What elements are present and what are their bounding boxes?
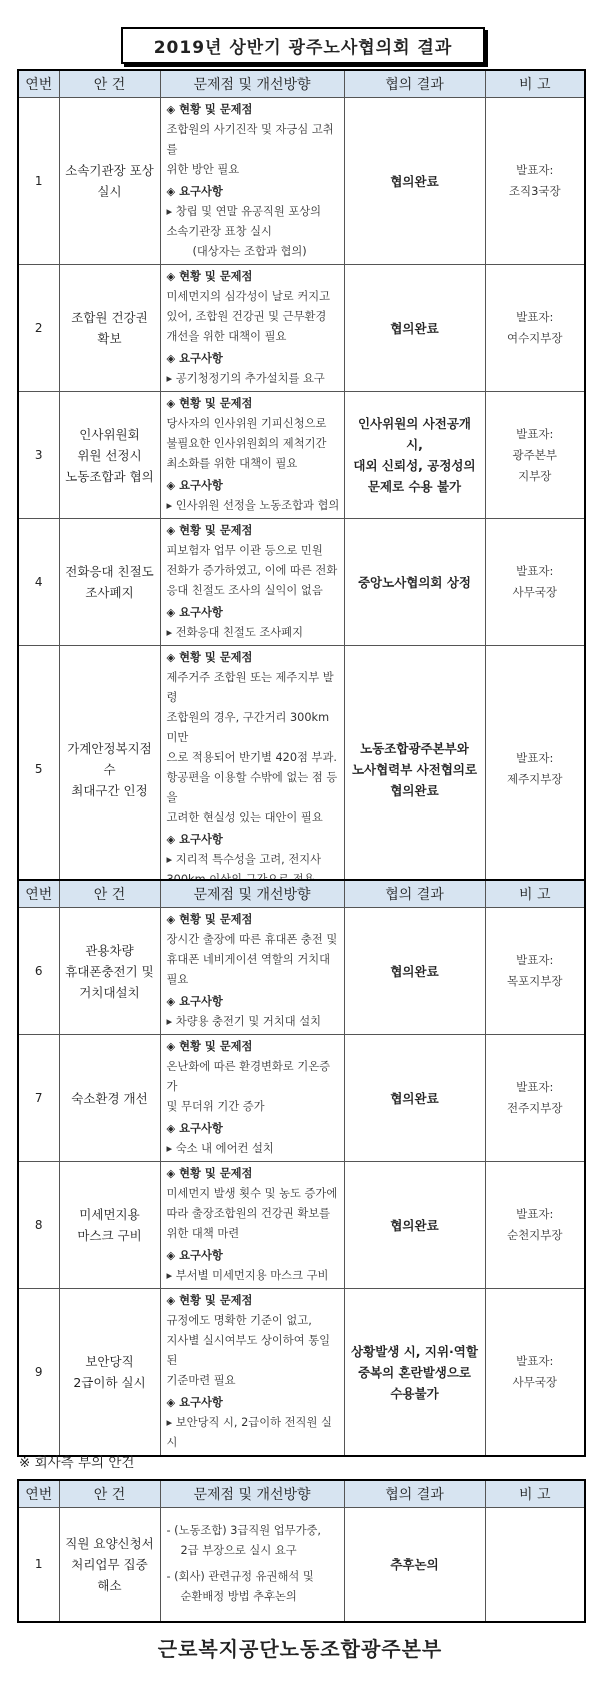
company-table xyxy=(17,1479,586,1623)
company-section-label: ※ 회사측 부의 안건 xyxy=(19,1455,135,1471)
row-number: 1 xyxy=(18,1508,59,1622)
row-note: 발표자: 사무국장 xyxy=(485,1289,585,1457)
row-item: 가계안정복지점수 최대구간 인정 xyxy=(59,646,160,894)
row-note: 발표자: 순천지부장 xyxy=(485,1162,585,1289)
header-issue: 문제점 및 개선방향 xyxy=(160,1480,344,1508)
row-note: 발표자: 여수지부장 xyxy=(485,265,585,392)
company-rows xyxy=(18,1508,585,1622)
row-item: 전화응대 친절도 조사폐지 xyxy=(59,519,160,646)
row-number: 4 xyxy=(18,519,59,646)
row-issue: ◈ 현황 및 문제점 미세먼지 발생 횟수 및 농도 증가에 따라 출장조합원의 건강권 확보를 위한 대책 마련 ◈ 요구사항 ▸ 부서별 미세먼지용 마스크 구비 xyxy=(160,1162,344,1289)
row-number: 6 xyxy=(18,908,59,1035)
document-title: 2019년 상반기 광주노사협의회 결과 xyxy=(121,27,485,64)
header-no: 연번 xyxy=(18,70,59,98)
row-note: 발표자: 광주본부 지부장 xyxy=(485,392,585,519)
row-result: 인사위원의 사전공개 시, 대외 신뢰성, 공정성의 문제로 수용 불가 xyxy=(344,392,485,519)
table-header xyxy=(18,1480,585,1508)
row-item: 직원 요양신청서 처리업무 집중 해소 xyxy=(59,1508,160,1622)
row-number: 5 xyxy=(18,646,59,894)
row-number: 1 xyxy=(18,98,59,265)
row-item: 조합원 건강권 확보 xyxy=(59,265,160,392)
header-result: 협의 결과 xyxy=(344,1480,485,1508)
header-item: 안 건 xyxy=(59,880,160,908)
row-item: 보안당직 2급이하 실시 xyxy=(59,1289,160,1457)
header-note: 비 고 xyxy=(485,70,585,98)
table-row xyxy=(18,1162,585,1289)
row-issue: ◈ 현황 및 문제점 장시간 출장에 따른 휴대폰 충전 및 휴대폰 네비게이션 역할의 거치대 필요 ◈ 요구사항 ▸ 차량용 충전기 및 거치대 설치 xyxy=(160,908,344,1035)
table-header xyxy=(18,70,585,98)
table-row xyxy=(18,98,585,265)
row-item: 미세먼지용 마스크 구비 xyxy=(59,1162,160,1289)
row-note: 발표자: 목포지부장 xyxy=(485,908,585,1035)
results-table-1 xyxy=(17,69,586,894)
table-row xyxy=(18,646,585,894)
row-item: 관용차량 휴대폰충전기 및 거치대설치 xyxy=(59,908,160,1035)
table-row xyxy=(18,392,585,519)
header-issue: 문제점 및 개선방향 xyxy=(160,880,344,908)
row-issue: ◈ 현황 및 문제점 조합원의 사기진작 및 자긍심 고취를 위한 방안 필요 ◈ 요구사항 ▸ 창립 및 연말 유공직원 포상의 소속기관장 표창 실시 (대상자는 조합과 협의) xyxy=(160,98,344,265)
header-result: 협의 결과 xyxy=(344,70,485,98)
header-result: 협의 결과 xyxy=(344,880,485,908)
row-result: 협의완료 xyxy=(344,98,485,265)
row-number: 2 xyxy=(18,265,59,392)
row-note xyxy=(485,1508,585,1622)
row-result: 중앙노사협의회 상정 xyxy=(344,519,485,646)
row-result: 협의완료 xyxy=(344,908,485,1035)
row-result: 노동조합광주본부와 노사협력부 사전협의로 협의완료 xyxy=(344,646,485,894)
header-no: 연번 xyxy=(18,880,59,908)
results-table-2 xyxy=(17,879,586,1457)
row-number: 9 xyxy=(18,1289,59,1457)
header-note: 비 고 xyxy=(485,1480,585,1508)
row-item: 인사위원회 위원 선정시 노동조합과 협의 xyxy=(59,392,160,519)
row-result: 상황발생 시, 지위·역할 중복의 혼란발생으로 수용불가 xyxy=(344,1289,485,1457)
row-note: 발표자: 조직3국장 xyxy=(485,98,585,265)
header-no: 연번 xyxy=(18,1480,59,1508)
header-issue: 문제점 및 개선방향 xyxy=(160,70,344,98)
row-issue: ◈ 현황 및 문제점 당사자의 인사위원 기피신청으로 불필요한 인사위원회의 제척기간 최소화를 위한 대책이 필요 ◈ 요구사항 ▸ 인사위원 선정을 노동조합과 협의 xyxy=(160,392,344,519)
row-result: 협의완료 xyxy=(344,1035,485,1162)
header-item: 안 건 xyxy=(59,70,160,98)
row-issue: - (노동조합) 3급직원 업무가중, 2급 부장으로 실시 요구 - (회사) 관련규정 유권해석 및 순환배정 방법 추후논의 xyxy=(160,1508,344,1622)
row-item: 소속기관장 포상 실시 xyxy=(59,98,160,265)
row-issue: ◈ 현황 및 문제점 규정에도 명확한 기준이 없고, 지사별 실시여부도 상이하여 통일된 기준마련 필요 ◈ 요구사항 ▸ 보안당직 시, 2급이하 전직원 실시 xyxy=(160,1289,344,1457)
row-note: 발표자: 전주지부장 xyxy=(485,1035,585,1162)
row-result: 추후논의 xyxy=(344,1508,485,1622)
table-row xyxy=(18,1508,585,1622)
footer-organization: 근로복지공단노동조합광주본부 xyxy=(157,1637,443,1661)
row-issue: ◈ 현황 및 문제점 피보험자 업무 이관 등으로 민원 전화가 증가하였고, 이에 따른 전화 응대 친절도 조사의 실익이 없음 ◈ 요구사항 ▸ 전화응대 친절도 조사폐지 xyxy=(160,519,344,646)
row-number: 3 xyxy=(18,392,59,519)
header-note: 비 고 xyxy=(485,880,585,908)
row-issue: ◈ 현황 및 문제점 온난화에 따른 환경변화로 기온증가 및 무더위 기간 증가 ◈ 요구사항 ▸ 숙소 내 에어컨 설치 xyxy=(160,1035,344,1162)
row-issue: ◈ 현황 및 문제점 미세먼지의 심각성이 날로 커지고 있어, 조합원 건강권 및 근무환경 개선을 위한 대책이 필요 ◈ 요구사항 ▸ 공기청정기의 추가설치를 요구 xyxy=(160,265,344,392)
header-item: 안 건 xyxy=(59,1480,160,1508)
row-issue: ◈ 현황 및 문제점 제주거주 조합원 또는 제주지부 발령 조합원의 경우, 구간거리 300km 미만 으로 적용되어 반기별 420점 부과. 항공편을 이용할 수밖에 없는 점 등을 고려한 현실성 있는 대안이 필요 ◈ 요구사항 ▸ 지리적 특수성을 고려, 전지사 xyxy=(160,646,344,894)
row-result: 협의완료 xyxy=(344,265,485,392)
row-item: 숙소환경 개선 xyxy=(59,1035,160,1162)
row-number: 7 xyxy=(18,1035,59,1162)
row-note: 발표자: 제주지부장 xyxy=(485,646,585,894)
table-row xyxy=(18,1289,585,1457)
table-row xyxy=(18,265,585,392)
table-row xyxy=(18,519,585,646)
table-row xyxy=(18,1035,585,1162)
row-number: 8 xyxy=(18,1162,59,1289)
table-header xyxy=(18,880,585,908)
table-row xyxy=(18,908,585,1035)
row-note: 발표자: 사무국장 xyxy=(485,519,585,646)
row-result: 협의완료 xyxy=(344,1162,485,1289)
